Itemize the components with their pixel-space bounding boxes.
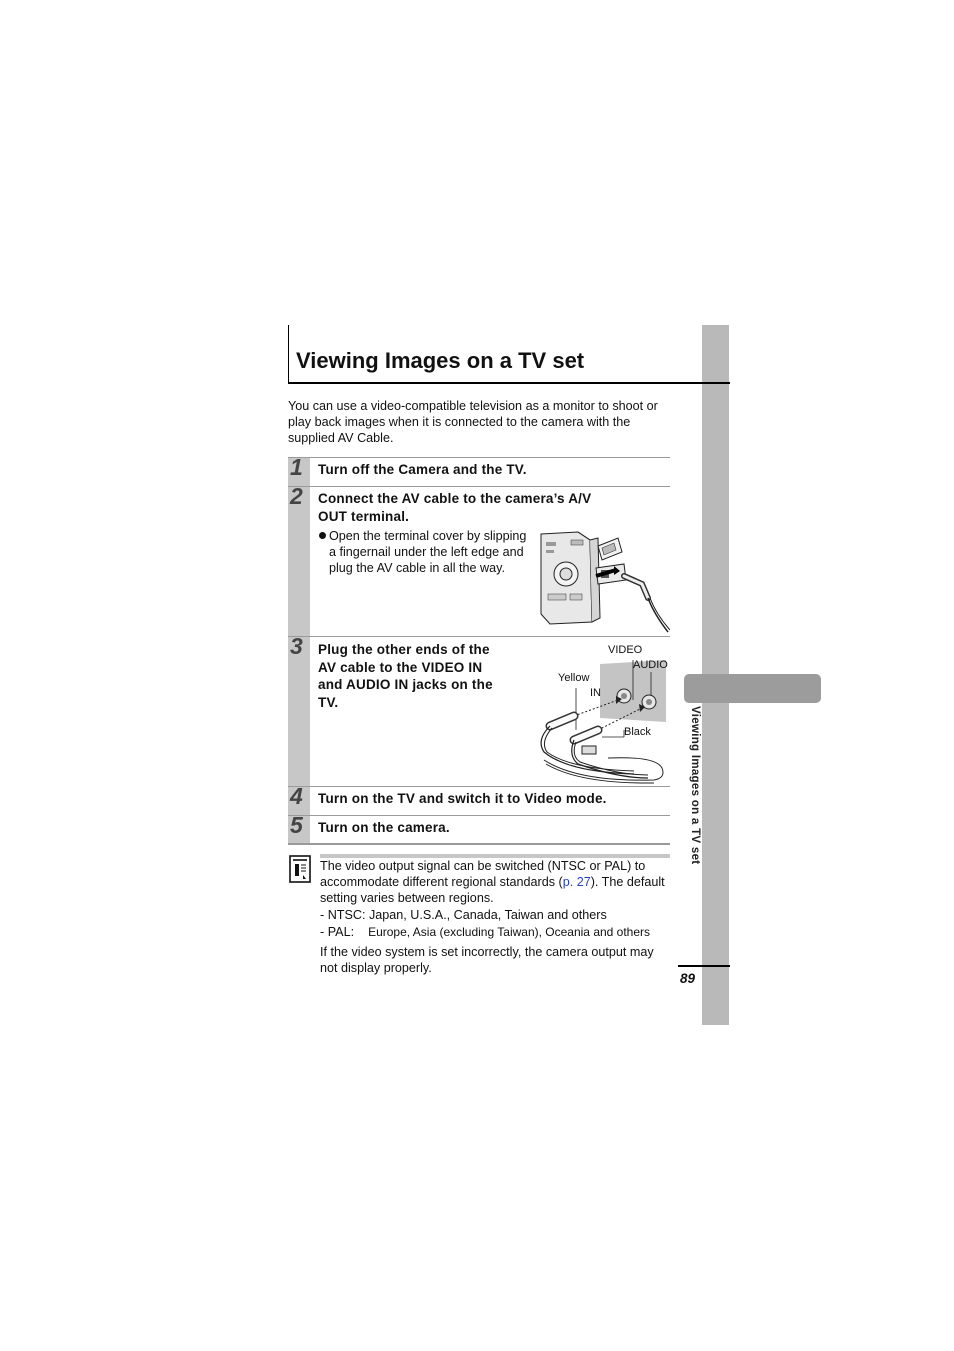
step-number: 2 bbox=[290, 483, 303, 509]
label-black: Black bbox=[624, 726, 651, 738]
label-yellow: Yellow bbox=[558, 672, 590, 684]
step-bullet-text: Open the terminal cover by slipping a fingernail under the left edge and plug the AV cable in all the way. bbox=[329, 529, 527, 575]
step-number: 1 bbox=[290, 454, 303, 480]
step-number: 3 bbox=[290, 633, 303, 659]
label-video: VIDEO bbox=[608, 644, 643, 656]
note-text: If the video system is set incorrectly, the camera output may bbox=[320, 945, 654, 959]
note-text: setting varies between regions. bbox=[320, 891, 494, 905]
intro-paragraph: You can use a video-compatible television as a monitor to shoot or play back images when it is connected to the camera with the supplied AV Cable. bbox=[288, 399, 658, 445]
note-list-item-ntsc: - NTSC: Japan, U.S.A., Canada, Taiwan and others bbox=[320, 908, 607, 922]
camera-av-terminal-illustration bbox=[538, 528, 670, 636]
step-divider bbox=[288, 457, 670, 458]
label-in: IN bbox=[590, 687, 601, 699]
step-text: Plug the other ends of the AV cable to the VIDEO IN and AUDIO IN jacks on the TV. bbox=[318, 642, 493, 710]
note-text: not display properly. bbox=[320, 961, 432, 975]
title-rule-vertical bbox=[288, 325, 289, 383]
step-divider bbox=[288, 843, 670, 845]
page-link[interactable]: p. 27 bbox=[562, 875, 591, 889]
step-divider bbox=[288, 815, 670, 816]
chapter-tab bbox=[684, 674, 821, 703]
title-rule bbox=[288, 382, 730, 384]
step-text: Turn on the TV and switch it to Video mode. bbox=[318, 791, 607, 806]
step-divider bbox=[288, 486, 670, 487]
note-list-item-pal: - PAL: Europe, Asia (excluding Taiwan), Oceania and others bbox=[320, 925, 651, 939]
page-number-rule bbox=[678, 965, 730, 967]
page-number: 89 bbox=[680, 971, 696, 986]
label-audio: AUDIO bbox=[633, 659, 668, 671]
step-text: Turn on the camera. bbox=[318, 820, 450, 835]
note-text: The video output signal can be switched (NTSC or PAL) to bbox=[320, 859, 646, 873]
step-text: Turn off the Camera and the TV. bbox=[318, 462, 527, 477]
page-title: Viewing Images on a TV set bbox=[296, 348, 585, 373]
step-divider bbox=[288, 636, 670, 637]
side-label: Viewing Images on a TV set bbox=[689, 706, 701, 865]
step-text: Connect the AV cable to the camera’s A/V OUT terminal. bbox=[318, 491, 592, 524]
step-number: 4 bbox=[290, 783, 303, 809]
note-text: accommodate different regional standards (p. 27). The default bbox=[320, 875, 665, 889]
note-icon bbox=[289, 855, 311, 883]
step-number: 5 bbox=[290, 812, 303, 838]
bullet bbox=[319, 532, 326, 539]
step-divider bbox=[288, 786, 670, 787]
